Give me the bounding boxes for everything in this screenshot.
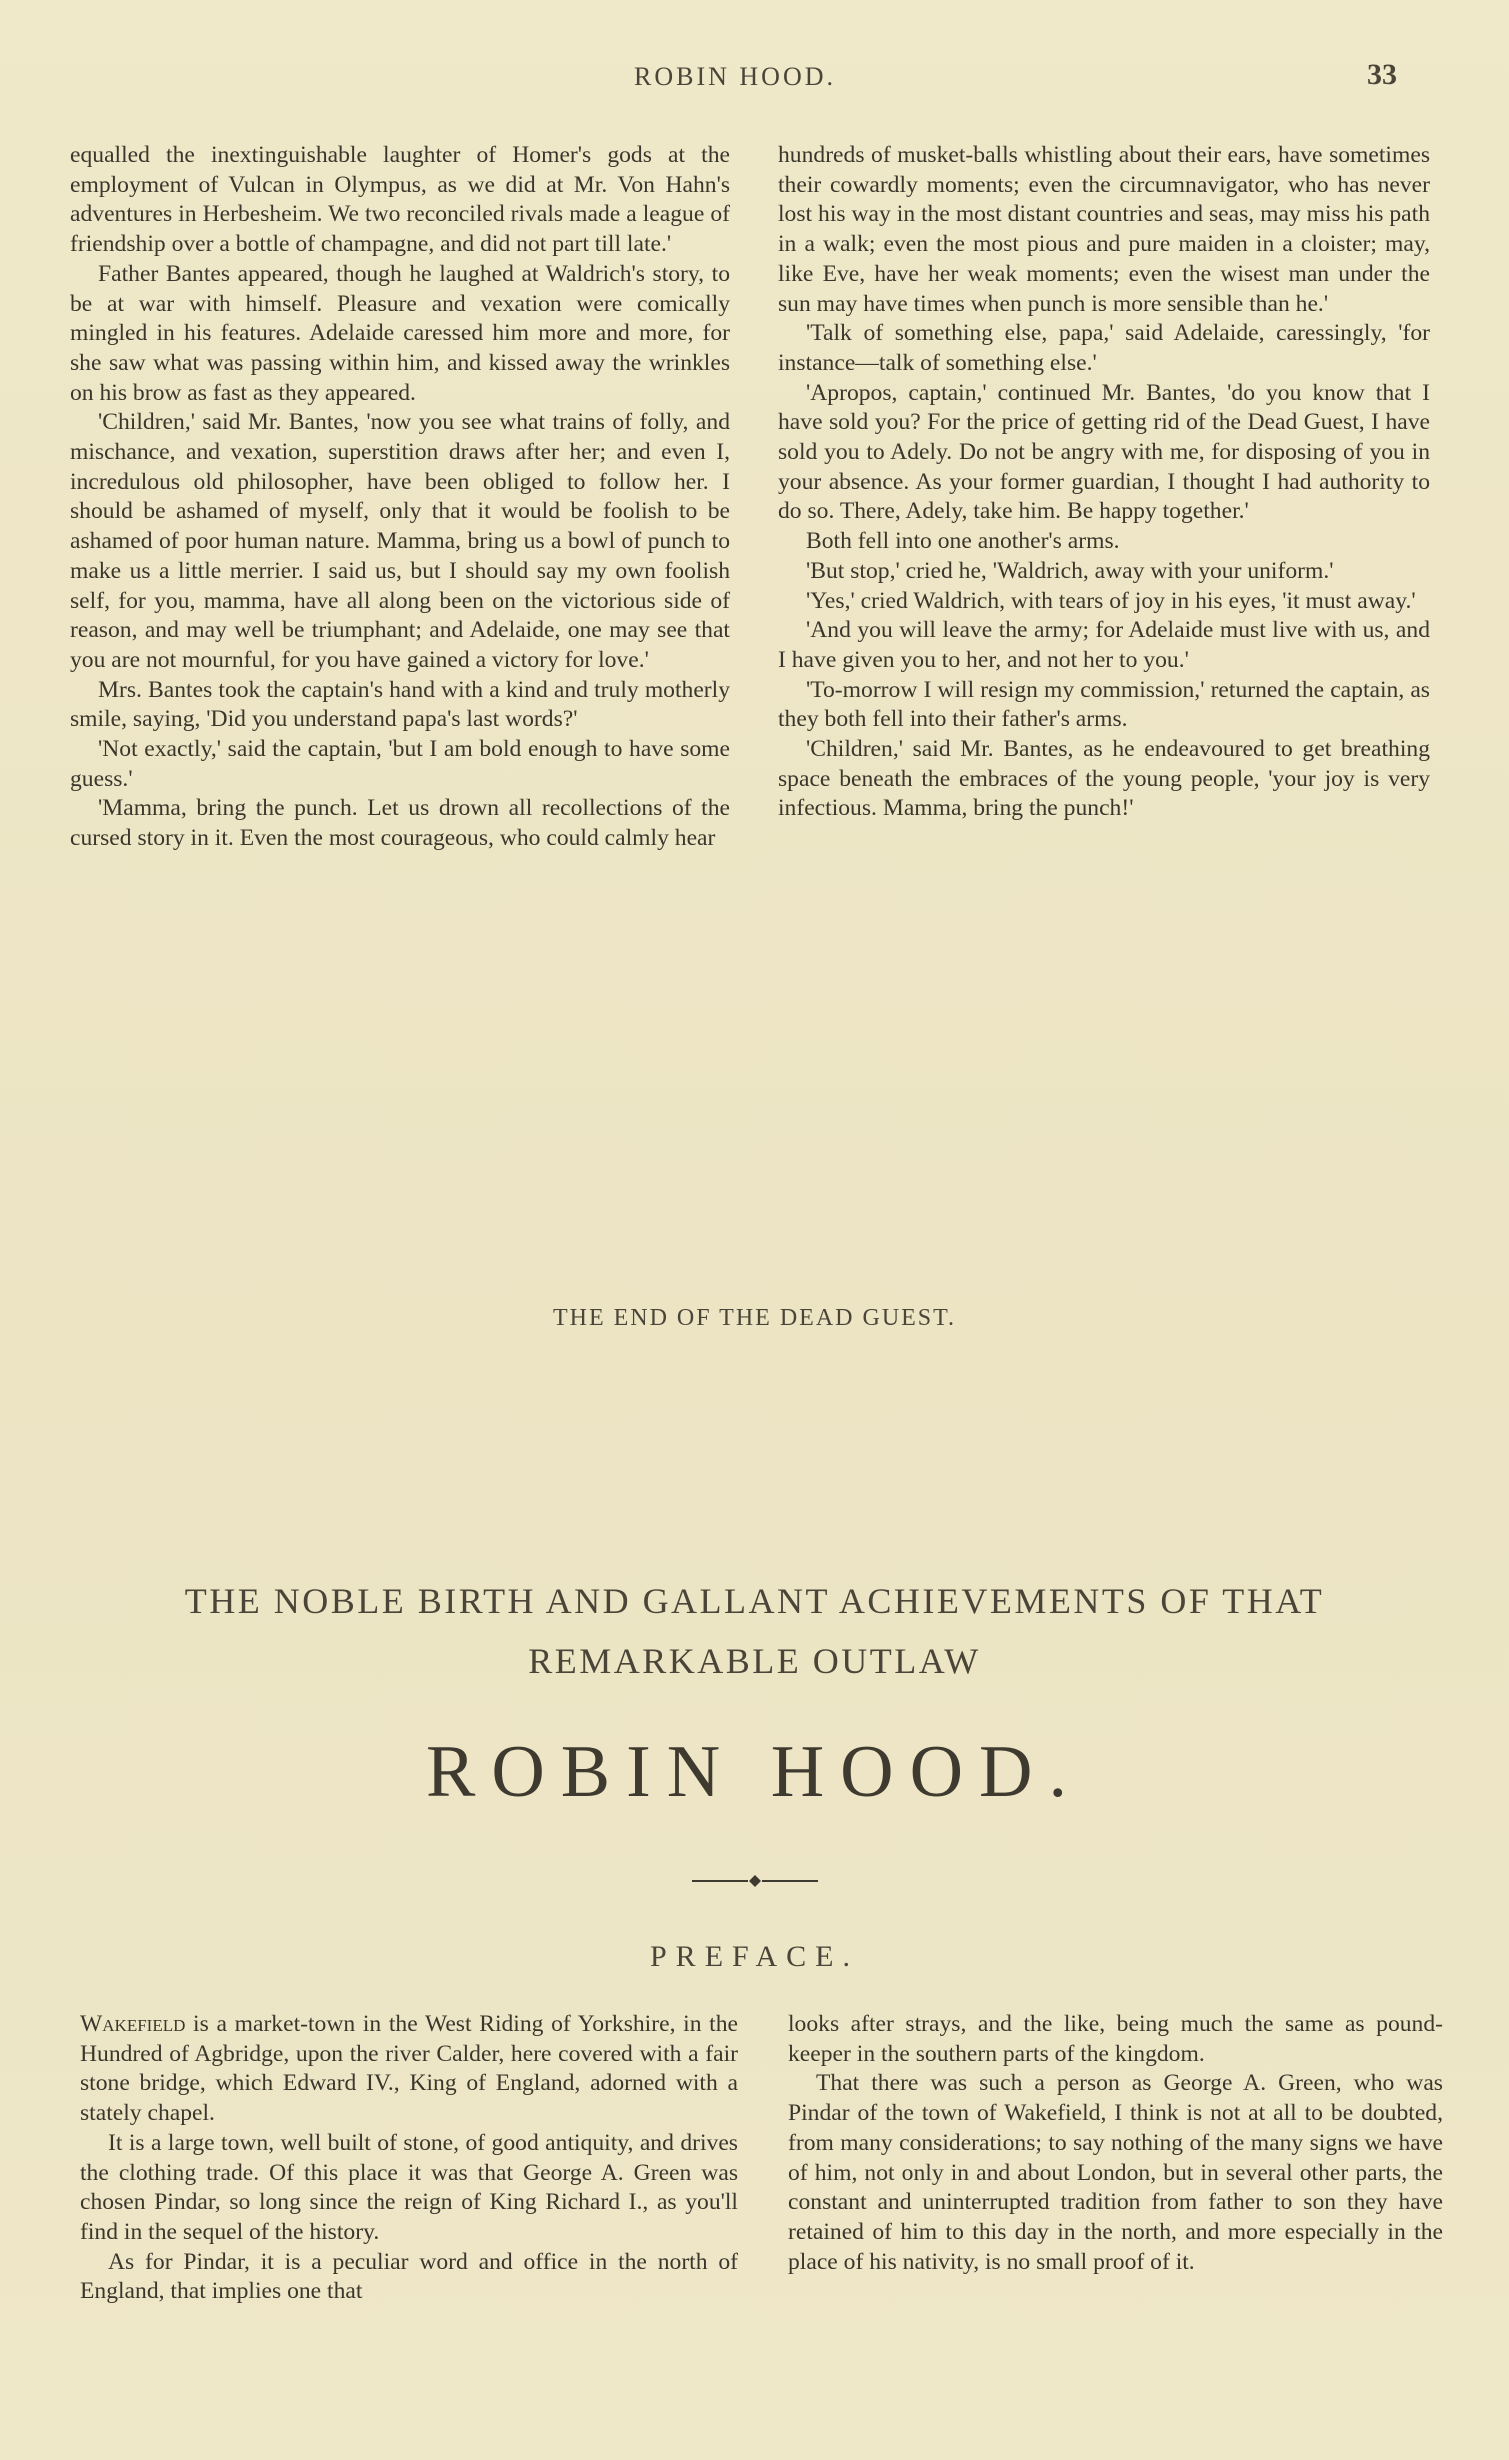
preface-heading: PREFACE. bbox=[650, 1940, 859, 1973]
paragraph bbox=[80, 2010, 738, 2129]
end-notice: THE END OF THE DEAD GUEST. bbox=[552, 1305, 957, 1331]
paragraph: Father Bantes appeared, though he laughed at Waldrich's story, to be at war with himself. Pleasure and vexation were comically mingled in his features. Adelaide caressed him more and more, for she saw what was passing within him, and kissed away the wrinkles on his brow as fast as they appeared. bbox=[70, 260, 730, 406]
ornament-rule-icon bbox=[690, 1874, 820, 1888]
running-title: ROBIN HOOD. bbox=[634, 62, 836, 91]
paragraph: hundreds of musket-balls whistling about their ears, have sometimes their cowardly moments; even the circumnavigator, who has never lost his way in the most distant countries and seas, may miss his path in a walk; even the most pious and pure maiden in a cloister; may, like Eve, have her weak moments; even the wisest man under the sun may have times when punch is more sensible than he.' bbox=[778, 142, 1430, 317]
paragraph: 'But stop,' cried he, 'Waldrich, away with your uniform.' bbox=[806, 557, 1334, 584]
title-line-2: REMARKABLE OUTLAW bbox=[528, 1641, 981, 1681]
top-right-column bbox=[778, 141, 1430, 824]
paragraph: 'Children,' said Mr. Bantes, 'now you see what trains of folly, and mischance, and vexation, superstition draws after her; and even I, incredulous old philosopher, have been obliged to follow her. I should be ashamed of myself, only that it would be foolish to be ashamed of poor human nature. Mamma, bring us a bowl of punch to make us a little merrier. I said us, but I should say my own foolish self, for you, mamma, have all along been on the victorious side of reason, and may well be triumphant; and Adelaide, one may see that you are not mournful, for you have gained a victory for love.' bbox=[70, 409, 730, 673]
bottom-left-column bbox=[80, 2010, 738, 2307]
drop-word: Wakefield bbox=[80, 2011, 186, 2037]
title-line-1: THE NOBLE BIRTH AND GALLANT ACHIEVEMENTS OF THAT bbox=[184, 1581, 1325, 1621]
paragraph: 'Not exactly,' said the captain, 'but I am bold enough to have some guess.' bbox=[70, 736, 730, 792]
paragraph: It is a large town, well built of stone, of good antiquity, and drives the clothing trade. Of this place it was that George A. Green was chosen Pindar, so long since the reign of King Richard I., as you'll find in the sequel of the history. bbox=[80, 2129, 738, 2245]
paragraph: That there was such a person as George A. Green, who was Pindar of the town of Wakefield, I think is not at all to be doubted, from many considerations; to say nothing of the many signs we have of him, not only in and about London, but in several other parts, the constant and uninterrupted tradition from father to son they have retained of him to this day in the north, and more especially in the place of his nativity, is no small proof of it. bbox=[788, 2070, 1443, 2275]
paragraph: Mrs. Bantes took the captain's hand with a kind and truly motherly smile, saying, 'Did you understand papa's last words?' bbox=[70, 676, 730, 733]
paragraph: equalled the inextinguishable laughter of Homer's gods at the employment of Vulcan in Olympus, as we did at Mr. Von Hahn's adventures in Herbesheim. We two reconciled rivals made a league of friendship over a bottle of champagne, and did not part till late.' bbox=[70, 142, 730, 258]
page-number: 33 bbox=[1367, 58, 1397, 91]
paragraph: 'Apropos, captain,' continued Mr. Bantes, 'do you know that I have sold you? For the price of getting rid of the Dead Guest, I have sold you to Adely. Do not be angry with me, for disposing of you in your absence. As your former guardian, I thought I had authority to do so. There, Adely, take him. Be happy together.' bbox=[778, 379, 1430, 525]
paragraph: 'Talk of something else, papa,' said Adelaide, caressingly, 'for instance—talk of something else.' bbox=[778, 320, 1430, 376]
bottom-right-column bbox=[788, 2010, 1443, 2277]
paragraph-text: is a market-town in the West Riding of Yorkshire, in the Hundred of Agbridge, upon the river Calder, here covered with a fair stone bridge, which Edward IV., King of England, adorned with a stately chapel. bbox=[80, 2011, 738, 2127]
paragraph: Both fell into one another's arms. bbox=[806, 528, 1120, 555]
paragraph: 'Children,' said Mr. Bantes, as he endeavoured to get breathing space beneath the embraces of the young people, 'your joy is very infectious. Mamma, bring the punch!' bbox=[778, 736, 1430, 822]
paragraph: looks after strays, and the like, being much the same as pound-keeper in the southern parts of the kingdom. bbox=[788, 2011, 1443, 2067]
paragraph: As for Pindar, it is a peculiar word and office in the north of England, that implies one that bbox=[80, 2248, 738, 2305]
paragraph: 'And you will leave the army; for Adelaide must live with us, and I have given you to her, and not her to you.' bbox=[778, 617, 1430, 673]
paragraph: 'Mamma, bring the punch. Let us drown all recollections of the cursed story in it. Even the most courageous, who could calmly hear bbox=[70, 795, 730, 852]
top-left-column bbox=[70, 141, 730, 854]
main-title: ROBIN HOOD. bbox=[426, 1731, 1083, 1813]
paragraph: 'Yes,' cried Waldrich, with tears of joy in his eyes, 'it must away.' bbox=[806, 587, 1416, 614]
paragraph: 'To-morrow I will resign my commission,' returned the captain, as they both fell into their father's arms. bbox=[778, 676, 1430, 733]
